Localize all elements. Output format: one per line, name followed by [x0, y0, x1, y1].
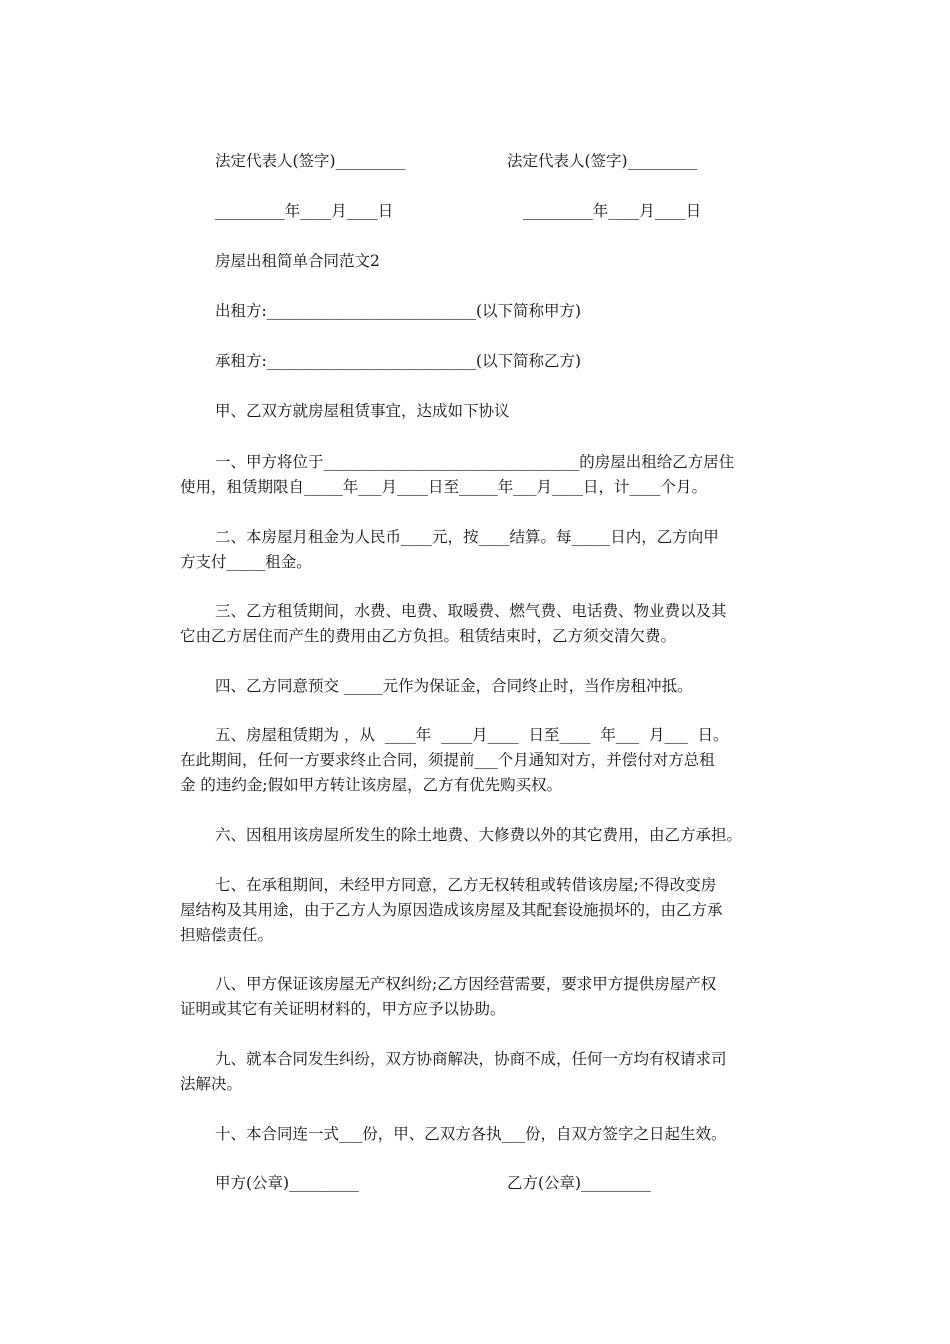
clause-8-line-2: 证明或其它有关证明材料的，甲方应予以协助。 — [180, 1000, 506, 1018]
clause-3-line-2: 它由乙方居住而产生的费用由乙方负担。租赁结束时，乙方须交清欠费。 — [180, 627, 677, 645]
clause-7-line-3: 担赔偿责任。 — [180, 926, 274, 944]
party-b-seal: 乙方(公章)_________ — [507, 1174, 651, 1192]
clause-8-line-1: 八、甲方保证该房屋无产权纠纷;乙方因经营需要，要求甲方提供房屋产权 — [215, 975, 717, 993]
clause-7-line-2: 屋结构及其用途，由于乙方人为原因造成该房屋及其配套设施损坏的，由乙方承 — [180, 901, 723, 919]
party-a-seal: 甲方(公章)_________ — [215, 1174, 359, 1192]
clause-5-line-1: 五、房屋租赁期为 ，从 ____年 ____月____ 日至____ 年___ 月___ 日。 — [215, 726, 729, 744]
clause-5-line-3: 金 的违约金;假如甲方转让该房屋，乙方有优先购买权。 — [180, 776, 563, 794]
clause-6-line-1: 六、因租用该房屋所发生的除土地费、大修费以外的其它费用，由乙方承担。 — [215, 826, 743, 844]
left-legal-rep-signature: 法定代表人(签字)_________ — [215, 152, 406, 170]
clause-5-line-2: 在此期间，任何一方要求终止合同，须提前___个月通知对方，并偿付对方总租 — [180, 751, 715, 769]
left-signature-date: _________年____月____日 — [215, 202, 394, 220]
clause-10-line-1: 十、本合同连一式___份，甲、乙双方各执___份，自双方签字之日起生效。 — [215, 1125, 727, 1143]
right-legal-rep-signature: 法定代表人(签字)_________ — [507, 152, 698, 170]
agreement-intro: 甲、乙双方就房屋租赁事宜，达成如下协议 — [215, 402, 510, 420]
clause-4-line-1: 四、乙方同意预交 _____元作为保证金，合同终止时，当作房租冲抵。 — [215, 677, 693, 695]
clause-2-line-2: 方支付_____租金。 — [180, 553, 312, 571]
lessor-line: 出租方:___________________________(以下简称甲方) — [215, 302, 582, 320]
clause-7-line-1: 七、在承租期间，未经甲方同意，乙方无权转租或转借该房屋;不得改变房 — [215, 876, 717, 894]
clause-1-line-1: 一、甲方将位于_________________________________的房屋出租给乙方居住 — [215, 453, 735, 471]
right-signature-date: _________年____月____日 — [523, 202, 702, 220]
clause-9-line-2: 法解决。 — [180, 1075, 243, 1093]
clause-2-line-1: 二、本房屋月租金为人民币____元，按____结算。每_____日内，乙方向甲 — [215, 528, 719, 546]
contract-title: 房屋出租简单合同范文2 — [215, 252, 380, 270]
clause-1-line-2: 使用，租赁期限自_____年___月____日至_____年___月____日，计____个月。 — [180, 478, 708, 496]
lessee-line: 承租方:___________________________(以下简称乙方) — [215, 352, 582, 370]
clause-3-line-1: 三、乙方租赁期间，水费、电费、取暖费、燃气费、电话费、物业费以及其 — [215, 602, 727, 620]
clause-9-line-1: 九、就本合同发生纠纷，双方协商解决，协商不成，任何一方均有权请求司 — [215, 1050, 727, 1068]
